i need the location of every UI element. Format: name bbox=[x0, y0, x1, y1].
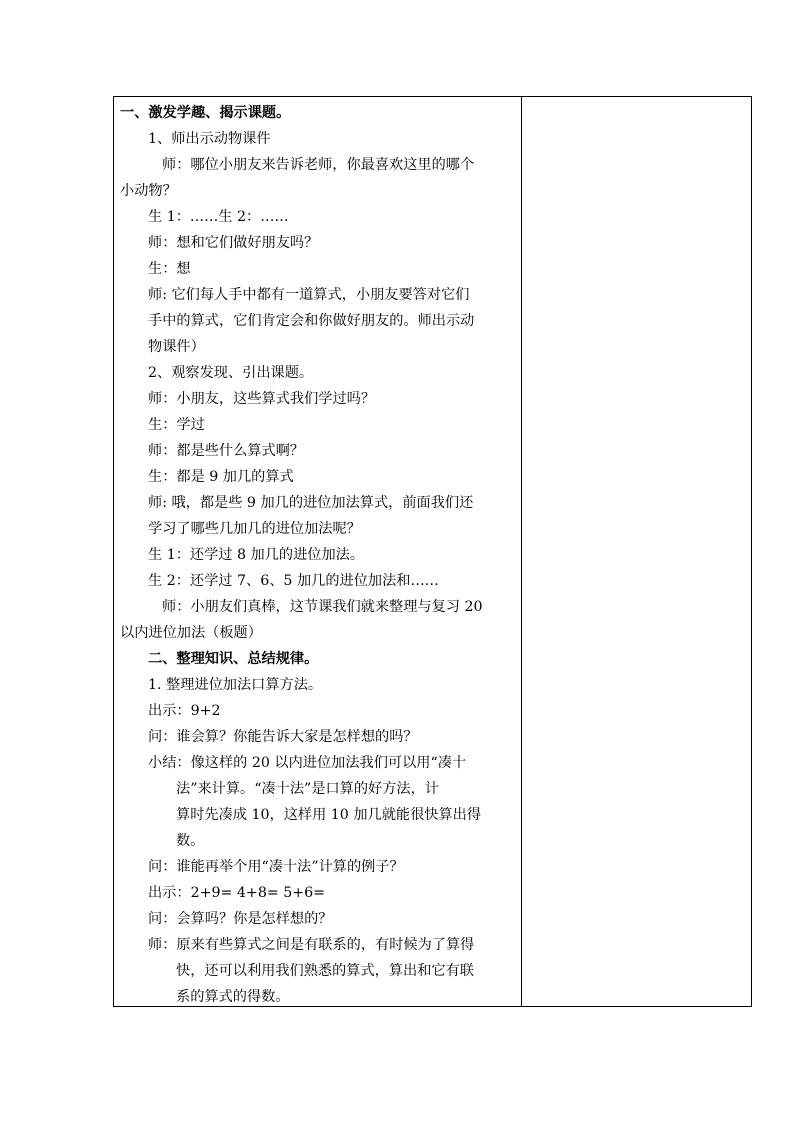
text-line: 学习了哪些几加几的进位加法呢？ bbox=[148, 521, 361, 537]
text-line: 师：都是些什么算式啊？ bbox=[148, 443, 305, 459]
text-line: 师: 它们每人手中都有一道算式，小朋友要答对它们 bbox=[148, 287, 470, 303]
text-line: 小结：像这样的 20 以内进位加法我们可以用“凑十 bbox=[148, 755, 467, 771]
text-line: 生：想 bbox=[148, 261, 191, 277]
text-line: 问：谁能再举个用“凑十法”计算的例子？ bbox=[148, 859, 404, 875]
text-line: 生：都是 9 加几的算式 bbox=[148, 469, 294, 485]
text-line: 系的算式的得数。 bbox=[176, 989, 290, 1005]
text-line: 快，还可以利用我们熟悉的算式，算出和它有联 bbox=[176, 963, 474, 979]
text-line: 师: 哦，都是些 9 加几的进位加法算式，前面我们还 bbox=[148, 495, 474, 511]
text-line: 以内进位加法（板题） bbox=[120, 625, 262, 641]
section-heading-1: 一、激发学趣、揭示课题。 bbox=[120, 105, 291, 121]
text-line: 生 1：还学过 8 加几的进位加法。 bbox=[148, 547, 365, 563]
text-line: 师：小朋友，这些算式我们学过吗？ bbox=[148, 391, 376, 407]
text-line: 出示：9+2 bbox=[148, 703, 221, 719]
lesson-table bbox=[113, 96, 752, 1007]
text-line: 小动物？ bbox=[120, 183, 177, 199]
text-line: 1、师出示动物课件 bbox=[148, 131, 271, 147]
text-line: 问：谁会算？你能告诉大家是怎样想的吗？ bbox=[148, 729, 418, 745]
text-line: 法”来计算。“凑十法”是口算的好方法，计 bbox=[176, 781, 439, 797]
text-line: 数。 bbox=[176, 833, 205, 849]
text-line: 师：想和它们做好朋友吗？ bbox=[148, 235, 319, 251]
text-line: 师：小朋友们真棒，这节课我们就来整理与复习 20 bbox=[162, 599, 483, 615]
text-line: 师：哪位小朋友来告诉老师，你最喜欢这里的哪个 bbox=[162, 157, 475, 173]
notes-cell bbox=[522, 97, 751, 1006]
text-line: 算时先凑成 10，这样用 10 加几就能很快算出得 bbox=[176, 807, 482, 823]
text-line: 生 1：……生 2：…… bbox=[148, 209, 289, 225]
lesson-content-cell bbox=[114, 97, 522, 1006]
text-line: 2、观察发现、引出课题。 bbox=[148, 365, 314, 381]
text-line: 1. 整理进位加法口算方法。 bbox=[148, 677, 323, 693]
text-line: 生 2：还学过 7、6、5 加几的进位加法和…… bbox=[148, 573, 439, 589]
text-line: 手中的算式，它们肯定会和你做好朋友的。师出示动 bbox=[148, 313, 475, 329]
text-line: 物课件） bbox=[148, 339, 205, 355]
section-heading-2: 二、整理知识、总结规律。 bbox=[148, 651, 319, 667]
text-line: 生：学过 bbox=[148, 417, 205, 433]
text-line: 出示：2+9= 4+8= 5+6= bbox=[148, 885, 326, 901]
text-line: 问：会算吗？你是怎样想的？ bbox=[148, 911, 333, 927]
text-line: 师：原来有些算式之间是有联系的，有时候为了算得 bbox=[148, 937, 475, 953]
